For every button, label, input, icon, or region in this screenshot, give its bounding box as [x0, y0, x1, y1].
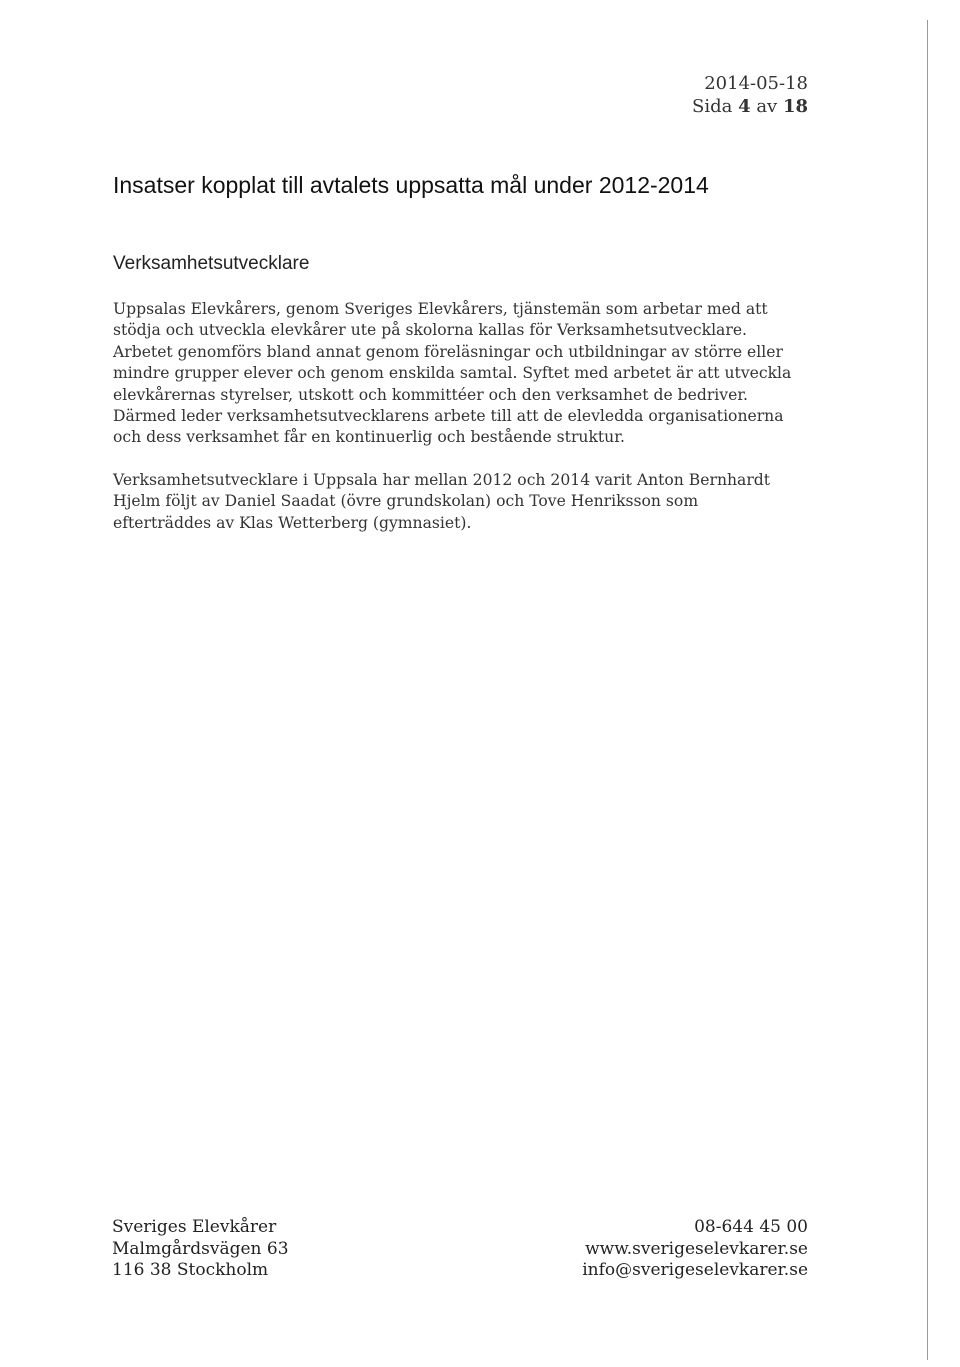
paragraph-line: Verksamhetsutvecklare i Uppsala har mellan 2012 och 2014 varit Anton Bernhardt	[113, 471, 771, 489]
footer-postal: 116 38 Stockholm	[112, 1260, 269, 1280]
page-header	[692, 72, 808, 118]
scan-edge-line	[927, 20, 928, 1360]
footer-org-name: Sveriges Elevkårer	[112, 1217, 277, 1237]
paragraph-line: Hjelm följt av Daniel Saadat (övre grundskolan) och Tove Henriksson som	[113, 492, 699, 511]
section-title: Insatser kopplat till avtalets uppsatta mål under 2012-2014	[113, 172, 709, 198]
page-total: 18	[782, 96, 808, 117]
footer-contact	[582, 1217, 808, 1282]
paragraph-line: Arbetet genomförs bland annat genom föreläsningar och utbildningar av större eller	[113, 342, 783, 361]
paragraph-line: Uppsalas Elevkårers, genom Sveriges Elevkårers, tjänstemän som arbetar med att	[113, 300, 768, 318]
paragraph-description	[113, 299, 813, 449]
subsection-title: Verksamhetsutvecklare	[113, 253, 310, 274]
paragraph-line: mindre grupper elever och genom enskilda samtal. Syftet med arbetet är att utveckla	[113, 364, 792, 383]
footer-phone: 08-644 45 00	[694, 1217, 808, 1237]
footer-street: Malmgårdsvägen 63	[112, 1238, 289, 1259]
paragraph-staff	[113, 470, 813, 534]
paragraph-line: efterträddes av Klas Wetterberg (gymnasiet).	[113, 513, 472, 532]
paragraph-line: stödja och utveckla elevkårer ute på skolorna kallas för Verksamhetsutvecklare.	[113, 321, 747, 340]
page-current: 4	[738, 96, 751, 117]
footer-website: www.sverigeselevkarer.se	[585, 1238, 808, 1259]
document-date: 2014-05-18	[704, 73, 808, 94]
paragraph-line: och dess verksamhet får en kontinuerlig och bestående struktur.	[113, 428, 625, 447]
page-number	[692, 95, 808, 118]
page-prefix: Sida	[691, 96, 739, 117]
paragraph-line: Därmed leder verksamhetsutvecklarens arbete till att de elevledda organisationerna	[113, 407, 784, 426]
paragraph-line: elevkårernas styrelser, utskott och kommittéer och den verksamhet de bedriver.	[113, 385, 749, 404]
footer-email: info@sverigeselevkarer.se	[582, 1260, 808, 1280]
footer-address	[112, 1217, 289, 1282]
page-separator: av	[750, 96, 783, 117]
